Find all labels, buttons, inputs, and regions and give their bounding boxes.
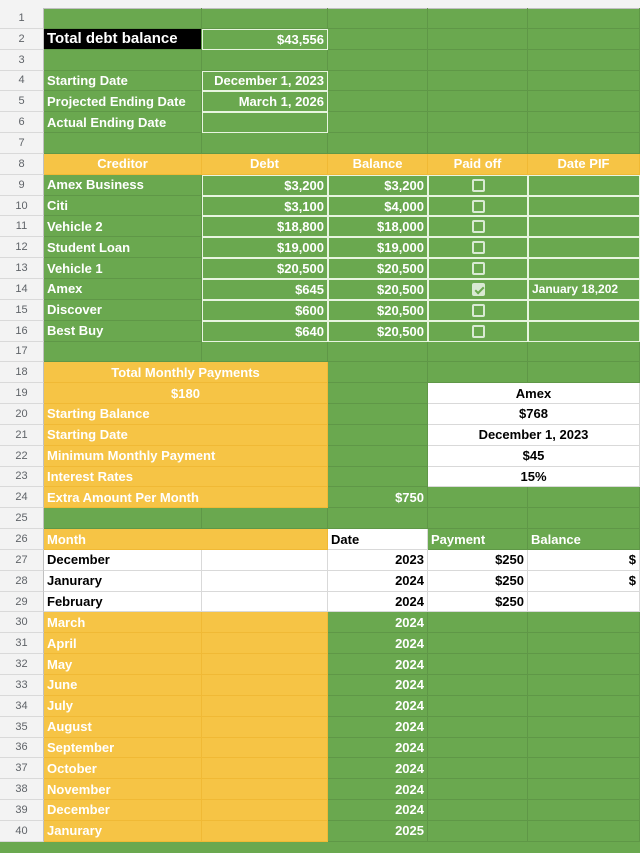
paid-off-cell[interactable]: [428, 216, 528, 237]
schedule-payment[interactable]: [428, 654, 528, 675]
card-param-value[interactable]: December 1, 2023: [428, 425, 640, 446]
extra-amount-value[interactable]: $750: [328, 487, 428, 508]
schedule-month[interactable]: April: [44, 633, 202, 654]
schedule-payment[interactable]: [428, 612, 528, 633]
sheet-row: [0, 487, 640, 508]
schedule-balance[interactable]: $: [528, 571, 640, 592]
creditor-balance[interactable]: $4,000: [328, 196, 428, 217]
paid-off-checkbox[interactable]: [472, 262, 485, 275]
schedule-header-month[interactable]: Month: [44, 529, 328, 550]
sheet-row: [0, 300, 640, 321]
schedule-year[interactable]: 2024: [328, 800, 428, 821]
sheet-row: [0, 154, 640, 175]
schedule-month[interactable]: August: [44, 717, 202, 738]
schedule-year[interactable]: 2024: [328, 675, 428, 696]
schedule-year[interactable]: 2023: [328, 550, 428, 571]
sheet-row: [0, 258, 640, 279]
sheet-row: [0, 821, 640, 842]
empty-cell[interactable]: [528, 487, 640, 508]
row-number[interactable]: 6: [0, 112, 44, 133]
row-number[interactable]: 15: [0, 300, 44, 321]
sheet-row: [0, 342, 640, 363]
schedule-month[interactable]: September: [44, 738, 202, 759]
schedule-balance[interactable]: [528, 717, 640, 738]
row-number[interactable]: 26: [0, 529, 44, 550]
schedule-year[interactable]: 2024: [328, 779, 428, 800]
empty-cell[interactable]: [328, 91, 428, 112]
row-number[interactable]: 34: [0, 696, 44, 717]
row-number[interactable]: 28: [0, 571, 44, 592]
sheet-row: [0, 383, 640, 404]
creditor-header[interactable]: Creditor: [44, 154, 202, 175]
empty-cell[interactable]: [202, 675, 328, 696]
empty-cell[interactable]: [328, 467, 428, 488]
schedule-month[interactable]: June: [44, 675, 202, 696]
row-number[interactable]: 11: [0, 216, 44, 237]
empty-cell[interactable]: [528, 50, 640, 71]
schedule-year[interactable]: 2024: [328, 758, 428, 779]
empty-cell[interactable]: [428, 112, 528, 133]
sheet-row: [0, 29, 640, 50]
card-param-value[interactable]: 15%: [428, 467, 640, 488]
date-pif[interactable]: [528, 300, 640, 321]
schedule-payment[interactable]: [428, 800, 528, 821]
schedule-header-date[interactable]: Date: [328, 529, 428, 550]
sheet-row: [0, 91, 640, 112]
empty-cell[interactable]: [428, 29, 528, 50]
empty-cell[interactable]: [328, 362, 428, 383]
schedule-payment[interactable]: [428, 758, 528, 779]
empty-cell[interactable]: [202, 508, 328, 529]
row-number[interactable]: 19: [0, 383, 44, 404]
creditor-debt[interactable]: $3,100: [202, 196, 328, 217]
empty-cell[interactable]: [528, 71, 640, 92]
empty-cell[interactable]: [44, 508, 202, 529]
schedule-year[interactable]: 2024: [328, 592, 428, 613]
sheet-row: [0, 800, 640, 821]
creditor-name[interactable]: Vehicle 1: [44, 258, 202, 279]
projected-end-date-label[interactable]: Projected Ending Date: [44, 91, 202, 112]
sheet-row: [0, 508, 640, 529]
schedule-balance[interactable]: [528, 696, 640, 717]
row-number[interactable]: 20: [0, 404, 44, 425]
empty-cell[interactable]: [44, 342, 202, 363]
empty-cell[interactable]: [528, 8, 640, 29]
sheet-row: [0, 758, 640, 779]
paid-off-checkbox[interactable]: [472, 241, 485, 254]
empty-cell[interactable]: [428, 91, 528, 112]
sheet-row: [0, 696, 640, 717]
total-monthly-payments-label[interactable]: Total Monthly Payments: [44, 362, 328, 383]
schedule-month[interactable]: May: [44, 654, 202, 675]
schedule-balance[interactable]: [528, 654, 640, 675]
row-number[interactable]: 2: [0, 29, 44, 50]
schedule-year[interactable]: 2024: [328, 654, 428, 675]
creditor-balance[interactable]: $18,000: [328, 216, 428, 237]
creditor-debt[interactable]: $3,200: [202, 175, 328, 196]
payment-param-label[interactable]: Interest Rates: [44, 467, 328, 488]
row-number[interactable]: 32: [0, 654, 44, 675]
creditor-name[interactable]: Discover: [44, 300, 202, 321]
empty-cell[interactable]: [328, 50, 428, 71]
creditor-name[interactable]: Amex: [44, 279, 202, 300]
empty-cell[interactable]: [528, 508, 640, 529]
sheet-row: [0, 529, 640, 550]
empty-cell[interactable]: [328, 383, 428, 404]
starting-date-label[interactable]: Starting Date: [44, 71, 202, 92]
schedule-header-balance[interactable]: Balance: [528, 529, 640, 550]
schedule-month[interactable]: July: [44, 696, 202, 717]
empty-cell[interactable]: [428, 50, 528, 71]
row-number[interactable]: 17: [0, 342, 44, 363]
row-number[interactable]: 10: [0, 196, 44, 217]
card-name[interactable]: Amex: [428, 383, 640, 404]
schedule-balance[interactable]: [528, 821, 640, 842]
schedule-year[interactable]: 2024: [328, 633, 428, 654]
schedule-year[interactable]: 2024: [328, 717, 428, 738]
paid-off-cell[interactable]: [428, 279, 528, 300]
schedule-month[interactable]: October: [44, 758, 202, 779]
creditor-debt[interactable]: $600: [202, 300, 328, 321]
row-number[interactable]: 35: [0, 717, 44, 738]
creditor-name[interactable]: Vehicle 2: [44, 216, 202, 237]
paid-off-checkbox[interactable]: [472, 179, 485, 192]
creditor-debt[interactable]: $18,800: [202, 216, 328, 237]
row-number[interactable]: 5: [0, 91, 44, 112]
paid-off-cell[interactable]: [428, 300, 528, 321]
empty-cell[interactable]: [328, 404, 428, 425]
card-param-value[interactable]: $768: [428, 404, 640, 425]
row-number[interactable]: 24: [0, 487, 44, 508]
sheet-row: [0, 571, 640, 592]
schedule-month[interactable]: December: [44, 550, 202, 571]
paid-off-checkbox[interactable]: [472, 283, 485, 296]
creditor-balance[interactable]: $20,500: [328, 321, 428, 342]
empty-cell[interactable]: [202, 592, 328, 613]
empty-cell[interactable]: [202, 654, 328, 675]
row-number[interactable]: 9: [0, 175, 44, 196]
date-pif[interactable]: [528, 237, 640, 258]
empty-cell[interactable]: [328, 342, 428, 363]
paid-off-checkbox[interactable]: [472, 304, 485, 317]
schedule-payment[interactable]: [428, 633, 528, 654]
empty-cell[interactable]: [328, 29, 428, 50]
empty-cell[interactable]: [528, 91, 640, 112]
sheet-row: [0, 467, 640, 488]
schedule-month[interactable]: February: [44, 592, 202, 613]
schedule-month[interactable]: Janurary: [44, 821, 202, 842]
empty-cell[interactable]: [44, 50, 202, 71]
sheet-row: [0, 654, 640, 675]
date-pif[interactable]: [528, 196, 640, 217]
row-number[interactable]: 7: [0, 133, 44, 154]
empty-cell[interactable]: [428, 487, 528, 508]
row-number[interactable]: 1: [0, 8, 44, 29]
creditor-balance[interactable]: $3,200: [328, 175, 428, 196]
empty-cell[interactable]: [202, 633, 328, 654]
total-debt-label[interactable]: Total debt balance: [44, 29, 202, 50]
row-number[interactable]: 14: [0, 279, 44, 300]
schedule-payment[interactable]: [428, 779, 528, 800]
row-number[interactable]: 16: [0, 321, 44, 342]
empty-cell[interactable]: [202, 717, 328, 738]
date-pif[interactable]: [528, 216, 640, 237]
paid-off-checkbox[interactable]: [472, 325, 485, 338]
sheet-row: [0, 112, 640, 133]
empty-cell[interactable]: [202, 133, 328, 154]
row-number[interactable]: 38: [0, 779, 44, 800]
card-param-value[interactable]: $45: [428, 446, 640, 467]
schedule-balance[interactable]: [528, 612, 640, 633]
empty-cell[interactable]: [328, 112, 428, 133]
sheet-row: [0, 404, 640, 425]
empty-cell[interactable]: [328, 8, 428, 29]
sheet-row: [0, 717, 640, 738]
paid-off-cell[interactable]: [428, 175, 528, 196]
empty-cell[interactable]: [428, 133, 528, 154]
empty-cell[interactable]: [202, 8, 328, 29]
creditor-debt[interactable]: $19,000: [202, 237, 328, 258]
paid-off-checkbox[interactable]: [472, 220, 485, 233]
payment-param-label[interactable]: Minimum Monthly Payment: [44, 446, 328, 467]
row-number[interactable]: 36: [0, 738, 44, 759]
sheet-row: [0, 612, 640, 633]
payment-param-label[interactable]: Starting Balance: [44, 404, 328, 425]
schedule-year[interactable]: 2024: [328, 612, 428, 633]
row-number[interactable]: 40: [0, 821, 44, 842]
schedule-payment[interactable]: [428, 821, 528, 842]
empty-cell[interactable]: [328, 133, 428, 154]
empty-cell[interactable]: [202, 550, 328, 571]
schedule-payment[interactable]: [428, 717, 528, 738]
date-pif[interactable]: January 18,202: [528, 279, 640, 300]
schedule-payment[interactable]: [428, 738, 528, 759]
empty-cell[interactable]: [202, 571, 328, 592]
actual-end-date-label[interactable]: Actual Ending Date: [44, 112, 202, 133]
creditor-balance[interactable]: $20,500: [328, 258, 428, 279]
row-number[interactable]: 13: [0, 258, 44, 279]
creditor-header[interactable]: Debt: [202, 154, 328, 175]
empty-cell[interactable]: [428, 342, 528, 363]
sheet-row: [0, 175, 640, 196]
empty-cell[interactable]: [202, 800, 328, 821]
paid-off-cell[interactable]: [428, 258, 528, 279]
schedule-payment[interactable]: $250: [428, 571, 528, 592]
sheet-row: [0, 279, 640, 300]
row-number[interactable]: 8: [0, 154, 44, 175]
empty-cell[interactable]: [202, 779, 328, 800]
sheet-row: [0, 71, 640, 92]
schedule-payment[interactable]: [428, 696, 528, 717]
empty-cell[interactable]: [428, 71, 528, 92]
sheet-row: [0, 738, 640, 759]
row-number[interactable]: 4: [0, 71, 44, 92]
creditor-name[interactable]: Citi: [44, 196, 202, 217]
date-pif[interactable]: [528, 321, 640, 342]
schedule-balance[interactable]: $: [528, 550, 640, 571]
creditor-balance[interactable]: $20,500: [328, 279, 428, 300]
creditor-debt[interactable]: $645: [202, 279, 328, 300]
row-number[interactable]: 21: [0, 425, 44, 446]
schedule-year[interactable]: 2024: [328, 571, 428, 592]
schedule-month[interactable]: November: [44, 779, 202, 800]
schedule-header-payment[interactable]: Payment: [428, 529, 528, 550]
creditor-name[interactable]: Best Buy: [44, 321, 202, 342]
schedule-payment[interactable]: $250: [428, 550, 528, 571]
paid-off-cell[interactable]: [428, 196, 528, 217]
schedule-balance[interactable]: [528, 738, 640, 759]
empty-cell[interactable]: [528, 29, 640, 50]
creditor-balance[interactable]: $20,500: [328, 300, 428, 321]
empty-cell[interactable]: [428, 508, 528, 529]
empty-cell[interactable]: [44, 8, 202, 29]
schedule-balance[interactable]: [528, 675, 640, 696]
empty-cell[interactable]: [202, 696, 328, 717]
total-debt-value[interactable]: $43,556: [202, 29, 328, 50]
sheet-row: [0, 779, 640, 800]
empty-cell[interactable]: [202, 342, 328, 363]
schedule-balance[interactable]: [528, 633, 640, 654]
sheet-row: [0, 362, 640, 383]
total-monthly-payments-value[interactable]: $180: [44, 383, 328, 404]
creditor-header[interactable]: Paid off: [428, 154, 528, 175]
empty-cell[interactable]: [202, 738, 328, 759]
schedule-month[interactable]: Janurary: [44, 571, 202, 592]
empty-cell[interactable]: [202, 758, 328, 779]
row-number[interactable]: 29: [0, 592, 44, 613]
empty-cell[interactable]: [528, 112, 640, 133]
empty-cell[interactable]: [528, 133, 640, 154]
sheet-row: [0, 550, 640, 571]
creditor-debt[interactable]: $640: [202, 321, 328, 342]
empty-cell[interactable]: [202, 821, 328, 842]
row-number[interactable]: 25: [0, 508, 44, 529]
sheet-row: [0, 196, 640, 217]
sheet-row: [0, 8, 640, 29]
row-number[interactable]: 12: [0, 237, 44, 258]
empty-cell[interactable]: [328, 446, 428, 467]
paid-off-cell[interactable]: [428, 321, 528, 342]
empty-cell[interactable]: [328, 71, 428, 92]
schedule-year[interactable]: 2024: [328, 738, 428, 759]
empty-cell[interactable]: [428, 362, 528, 383]
sheet-row: [0, 675, 640, 696]
row-number[interactable]: 23: [0, 467, 44, 488]
payment-param-label[interactable]: Starting Date: [44, 425, 328, 446]
creditor-name[interactable]: Student Loan: [44, 237, 202, 258]
sheet-row: [0, 446, 640, 467]
spreadsheet-grid: [0, 8, 640, 842]
date-pif[interactable]: [528, 258, 640, 279]
creditor-name[interactable]: Amex Business: [44, 175, 202, 196]
schedule-year[interactable]: 2024: [328, 696, 428, 717]
row-number[interactable]: 31: [0, 633, 44, 654]
creditor-debt[interactable]: $20,500: [202, 258, 328, 279]
sheet-row: [0, 237, 640, 258]
paid-off-cell[interactable]: [428, 237, 528, 258]
schedule-month[interactable]: March: [44, 612, 202, 633]
schedule-payment[interactable]: [428, 675, 528, 696]
empty-cell[interactable]: [202, 612, 328, 633]
schedule-payment[interactable]: $250: [428, 592, 528, 613]
sheet-row: [0, 321, 640, 342]
schedule-balance[interactable]: [528, 758, 640, 779]
empty-cell[interactable]: [528, 342, 640, 363]
schedule-balance[interactable]: [528, 800, 640, 821]
actual-end-date-value[interactable]: [202, 112, 328, 133]
schedule-balance[interactable]: [528, 592, 640, 613]
creditor-balance[interactable]: $19,000: [328, 237, 428, 258]
row-number[interactable]: 22: [0, 446, 44, 467]
empty-cell[interactable]: [328, 425, 428, 446]
empty-cell[interactable]: [528, 362, 640, 383]
row-number[interactable]: 3: [0, 50, 44, 71]
row-number[interactable]: 27: [0, 550, 44, 571]
sheet-row: [0, 633, 640, 654]
empty-cell[interactable]: [328, 508, 428, 529]
starting-date-value[interactable]: December 1, 2023: [202, 71, 328, 92]
row-number[interactable]: 39: [0, 800, 44, 821]
empty-cell[interactable]: [202, 50, 328, 71]
sheet-row: [0, 133, 640, 154]
row-number[interactable]: 33: [0, 675, 44, 696]
empty-cell[interactable]: [44, 133, 202, 154]
schedule-balance[interactable]: [528, 779, 640, 800]
projected-end-date-value[interactable]: March 1, 2026: [202, 91, 328, 112]
schedule-month[interactable]: December: [44, 800, 202, 821]
row-number[interactable]: 30: [0, 612, 44, 633]
date-pif[interactable]: [528, 175, 640, 196]
sheet-row: [0, 592, 640, 613]
row-number[interactable]: 18: [0, 362, 44, 383]
sheet-row: [0, 216, 640, 237]
paid-off-checkbox[interactable]: [472, 200, 485, 213]
row-number[interactable]: 37: [0, 758, 44, 779]
sheet-row: [0, 425, 640, 446]
sheet-row: [0, 50, 640, 71]
schedule-year[interactable]: 2025: [328, 821, 428, 842]
empty-cell[interactable]: [428, 8, 528, 29]
creditor-header[interactable]: Date PIF: [528, 154, 640, 175]
extra-amount-label[interactable]: Extra Amount Per Month: [44, 487, 328, 508]
creditor-header[interactable]: Balance: [328, 154, 428, 175]
